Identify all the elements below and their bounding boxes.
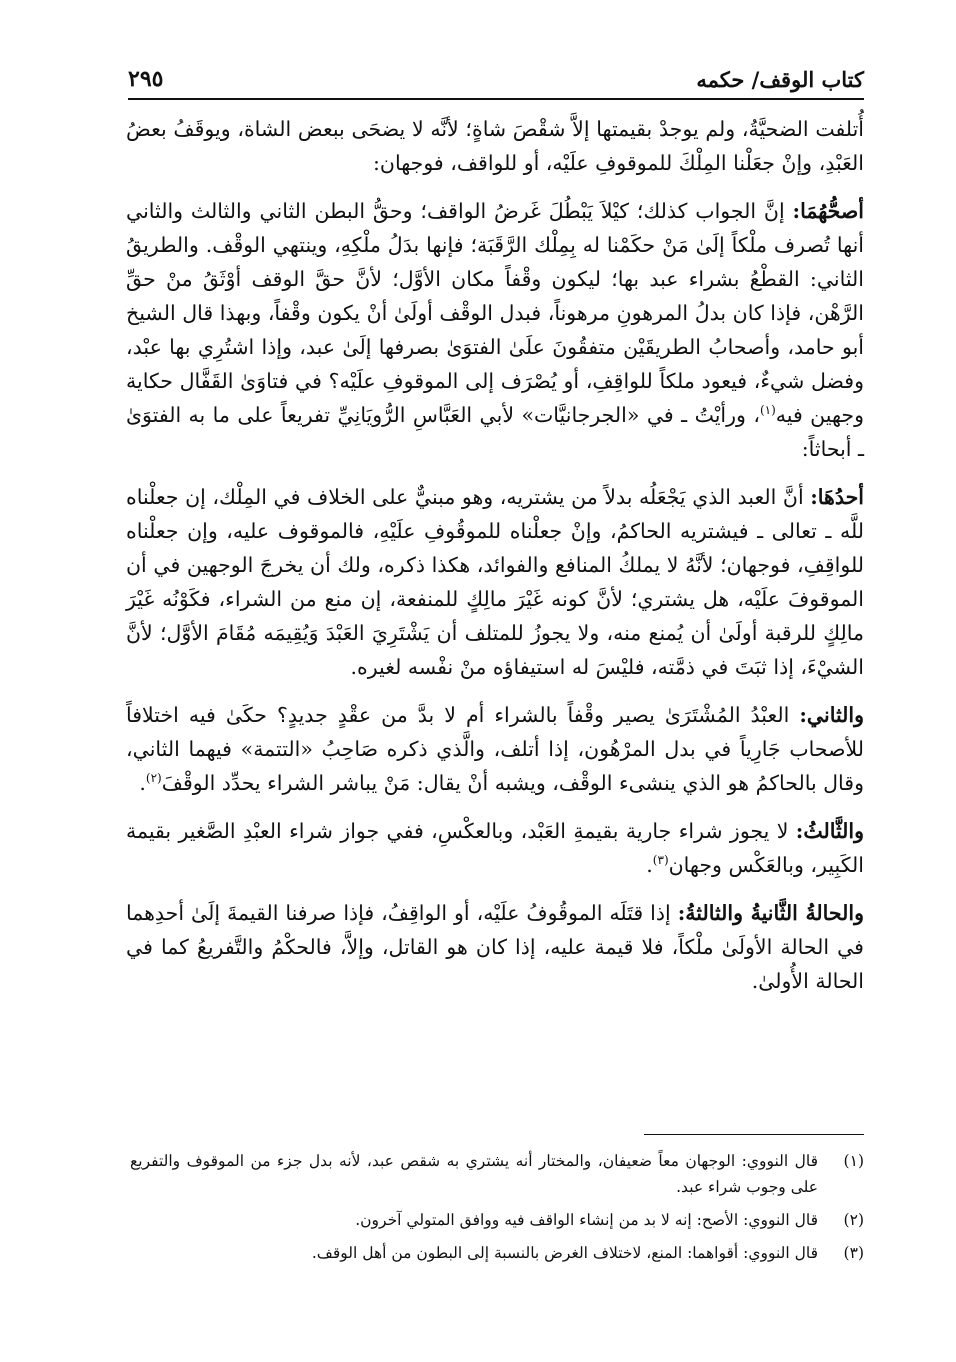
footnote	[130, 1240, 864, 1266]
page-header	[128, 52, 864, 100]
footnotes	[130, 1148, 864, 1273]
footnote-number: (١)	[843, 1152, 864, 1170]
footnote-ref: (٢)	[145, 771, 162, 786]
running-title: كتاب الوقف/ حكمه	[696, 67, 864, 92]
paragraph-lead: أحدُهَا:	[810, 485, 864, 509]
page-number: ٢٩٥	[128, 66, 164, 92]
footnote-ref: (٣)	[652, 853, 669, 868]
paragraph-text: أُتلفت الضحيَّةُ، ولم يوجدْ بقيمتها إلاَّ شقْصَ شاةٍ؛ لأنَّه لا يضحَى ببعض الشاة، ويوقَفُ بعضُ العَبْدِ، وإنْ جعَلْنا المِلْكَ للموقوفِ علَيْه، أو للواقف، فوجهان:	[126, 117, 865, 175]
paragraph	[126, 480, 864, 684]
paragraph-text: العبْدُ المُشْتَرَىٰ يصير وقْفاً بالشراء أم لا بدَّ من عقْدٍ جديدٍ؟ حكَىٰ فيه اختلافاً للأصحاب جَارِياً في بدل المرْهُون، إذا أتلف، والَّذي ذكره صَاحِبُ «التتمة» فيهما الثاني، وقال بالحاكمُ هو الذي ينشىء الوقْف، ويشبه أنْ يقال: مَنْ يباشر الشراء يحدِّد الوقْفَ	[126, 703, 864, 795]
main-text	[126, 112, 864, 1012]
paragraph-text-tail: .	[139, 771, 146, 795]
paragraph-lead: والثاني:	[799, 703, 864, 727]
footnote	[130, 1207, 864, 1233]
paragraph	[126, 698, 864, 800]
paragraph-text: إذا قتَلَه الموقُوفُ علَيْه، أو الواقِفُ، فإذا صرفنا القيمةَ إلَىٰ أحدِهما في الحالة الأولَىٰ ملْكاً، فلا قيمة عليه، إذا كان هو القاتل، وإلاَّ، فالحكْمُ والتَّفريعُ كما في الحالة الأُولىٰ.	[126, 901, 864, 993]
paragraph	[126, 814, 864, 882]
footnote	[130, 1148, 864, 1200]
footnote-text: قال النووي: أقواهما: المنع، لاختلاف الغرض بالنسبة إلى البطون من أهل الوقف.	[311, 1244, 818, 1262]
footnote-number: (٣)	[843, 1244, 864, 1262]
footnote-ref: (١)	[759, 403, 776, 418]
paragraph-text: أنَّ العبد الذي يَجْعَلُه بدلاً من يشتريه، وهو مبنيٌّ على الخلاف في المِلْك، إن جعلْناه للَّه ـ تعالى ـ فيشتريه الحاكمُ، وإنْ جعلْناه للموقُوفِ علَيْهِ، فالموقوف عليه، وإن جعلْناه للواقِفِ، فوجهان؛ لأنَّهُ لا يملكُ المنافع والفوائد، هكذا ذكره، ولك أن يخرجَ الوجهين في أن الموقوفَ علَيْه، هل يشتري؛ لأنَّ كونه غَيْرَ مالِكٍ للمنفعة، إن منع من الشراء، فكَوْنُه غَيْرَ مالِكٍ للرقبة أولَىٰ أن يُمنع منه، ولا يجوزُ للمتلف أن يَشْتَرِيَ العَبْدَ وَيُقِيمَه مُقَامَ الأوَّل؛ لأنَّ الشيْءَ، إذا ثبَتَ في ذمَّته، فليْسَ له استيفاؤه منْ نفْسه لغيره.	[126, 485, 864, 679]
footnote-number: (٢)	[843, 1211, 864, 1229]
paragraph-lead: أصحُّهُمَا:	[792, 199, 864, 223]
footnote-divider	[644, 1134, 864, 1135]
paragraph-text: إنَّ الجواب كذلك؛ كيْلاَ يَبْطُلَ غَرضُ الواقف؛ وحقُّ البطن الثاني والثالث والثاني أنها تُصرف ملْكاً إلَىٰ مَنْ حكَمْنا له بِمِلْك الرَّقَبَة؛ فإنها بدَلُ ملْكِهِ، وينتهي الوقْف. والطريقُ الثاني: القطْعُ بشراء عبد بها؛ ليكون وقْفاً مكان الأوَّل؛ لأنَّ حقَّ الوقف أوْثَقُ منْ حقِّ الرَّهْن، فإذا كان بدلُ المرهونِ مرهوناً، فبدل الوقْف أولَىٰ أنْ يكون وقْفاً، وبهذا قال الشيخ أبو حامد، وأصحابُ الطريقَيْن متفقُونَ علَىٰ الفتوَىٰ بصرفها إلَىٰ عبد، وإذا اشتُرِي بها عبْد، وفضل شيءٌ، فيعود ملكاً للواقِفِ، أو يُصْرَف إلى الموقوفِ علَيْه؟ في فتاوَىٰ القَفَّال حكاية وجهين فيه	[126, 199, 864, 427]
footnote-text: قال النووي: الوجهان معاً ضعيفان، والمختار أنه يشتري به شقص عبد، لأنه بدل جزء من الموقوف والتفريع على وجوب شراء عبد.	[130, 1152, 818, 1196]
paragraph-lead: والحالةُ الثَّانيةُ والثالثةُ:	[677, 901, 865, 925]
paragraph	[126, 112, 864, 180]
footnote-text: قال النووي: الأصح: إنه لا بد من إنشاء الواقف فيه ووافق المتولي آخرون.	[355, 1211, 818, 1229]
paragraph-lead: والثَّالثُ:	[795, 819, 864, 843]
paragraph-text-tail: ، ورأيْتُ ـ في «الجرجانيَّات» لأبي العَبَّاسِ الرُّويَانِيِّ تفريعاً على ما به الفتوَىٰ ـ أبحاثاً:	[126, 403, 864, 461]
paragraph-text: لا يجوز شراء جارية بقيمةِ العَبْد، وبالعكْسِ، ففي جواز شراء العبْدِ الصَّغير بقيمة الكَبِير، وبالعَكْس وجهان	[126, 819, 864, 877]
paragraph	[126, 896, 864, 998]
paragraph-text-tail: .	[646, 853, 653, 877]
paragraph	[126, 194, 864, 466]
